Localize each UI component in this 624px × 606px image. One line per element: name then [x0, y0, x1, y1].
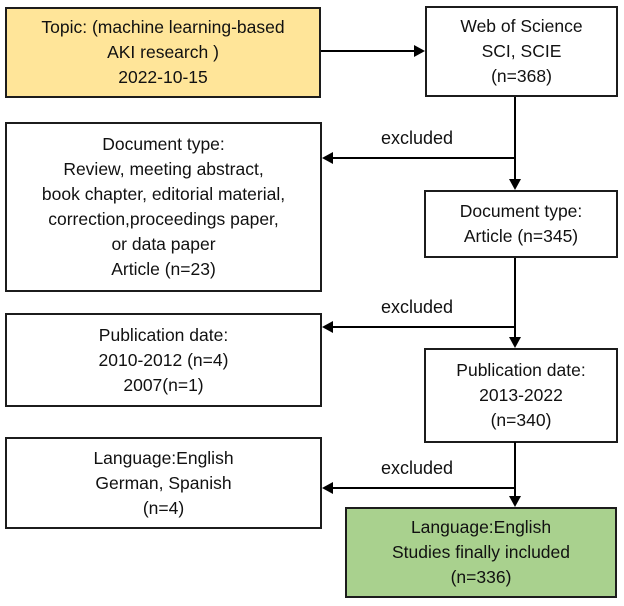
language-excluded-line: Language:English [93, 447, 234, 468]
connector-topic-to-wos [321, 50, 415, 52]
connector-wos-to-doctype [514, 97, 516, 180]
pubdate-kept-line: Publication date: [456, 360, 586, 380]
doctype-excluded-line: Document type: [102, 134, 225, 154]
flow-box-document-type-excluded [5, 122, 322, 292]
flow-box-language-excluded [5, 437, 322, 529]
arrowhead-down-pubdate-icon [509, 337, 521, 348]
final-line: (n=336) [450, 567, 512, 587]
doctype-excluded-line: or data paper [111, 234, 216, 254]
final-line: Studies finally included [391, 542, 571, 562]
topic-line: 2022-10-15 [118, 67, 208, 87]
doctype-excluded-line: book chapter, editorial material, [41, 184, 286, 204]
pubdate-kept-line: (n=340) [490, 410, 552, 430]
doctype-excluded-line: Article (n=23) [111, 259, 216, 279]
arrowhead-left-doctype-excluded-icon [322, 152, 333, 164]
final-line: Language:English [410, 517, 552, 537]
flow-box-document-type-article [424, 190, 618, 258]
flow-box-publication-date-excluded [5, 313, 322, 407]
connector-excluded-doctype [333, 157, 515, 159]
arrowhead-left-language-excluded-icon [322, 482, 333, 494]
flow-box-topic [5, 7, 321, 98]
language-excluded-line: German, Spanish [95, 472, 232, 493]
pubdate-excluded-line: 2010-2012 (n=4) [98, 349, 229, 370]
arrowhead-down-doctype-icon [509, 179, 521, 190]
doctype-excluded-line: Review, meeting abstract, [63, 159, 264, 179]
doctype-kept-line: Article (n=345) [463, 226, 579, 246]
topic-line: Topic: (machine learning-based [41, 17, 285, 37]
pubdate-excluded-line: 2007(n=1) [123, 374, 204, 395]
wos-line: Web of Science [460, 16, 583, 36]
excluded-label-1: excluded [381, 128, 454, 148]
connector-pubdate-to-final [514, 442, 516, 499]
flow-box-studies-included [345, 507, 617, 598]
wos-line: (n=368) [491, 66, 552, 86]
arrowhead-right-topic-to-wos-icon [414, 45, 425, 57]
doctype-kept-line: Document type: [459, 201, 583, 221]
excluded-label-3: excluded [381, 458, 454, 478]
doctype-excluded-line: correction,proceedings paper, [48, 209, 279, 229]
arrowhead-down-final-icon [509, 496, 521, 507]
excluded-label-2: excluded [381, 297, 454, 317]
arrowhead-left-pubdate-excluded-icon [322, 321, 333, 333]
flow-box-web-of-science [425, 6, 618, 97]
connector-excluded-pubdate [333, 326, 515, 328]
pubdate-excluded-line: Publication date: [98, 324, 229, 345]
topic-line: AKI research ) [107, 42, 219, 62]
pubdate-kept-line: 2013-2022 [479, 385, 563, 405]
wos-line: SCI, SCIE [481, 41, 562, 61]
flow-box-publication-date-kept [424, 348, 618, 443]
language-excluded-line: (n=4) [142, 497, 185, 518]
connector-excluded-language [333, 487, 515, 489]
